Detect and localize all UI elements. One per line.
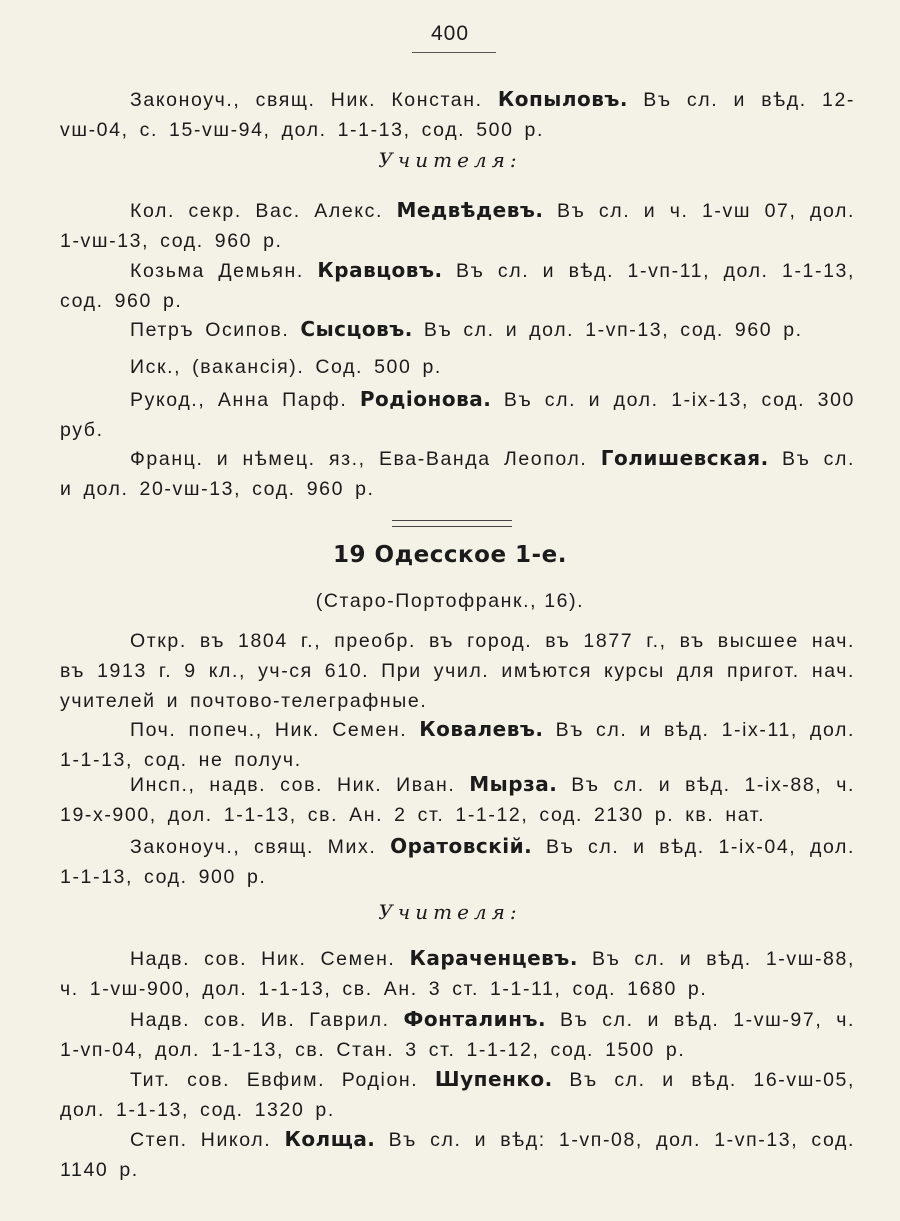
school-title: 19 Одесское 1-е. xyxy=(333,542,567,568)
entry-surname: Караченцевъ. xyxy=(409,946,578,970)
entry-details: Въ сл. и вѣд. 1-vп-11, дол. 1-1-13, сод. 960 р. xyxy=(60,260,855,312)
entry-prefix: Рукод., Анна Парф. xyxy=(130,389,348,411)
entry-details: Въ сл. и вѣд. 1-ix-04, дол. 1-1-13, сод. 900 р. xyxy=(60,836,855,888)
section-divider xyxy=(392,520,512,527)
entry-surname: Фонталинъ. xyxy=(403,1007,547,1031)
entry-teacher-1-2 xyxy=(60,255,855,316)
entry-teacher-1-5 xyxy=(60,384,855,445)
entry-teacher-2-3 xyxy=(60,1064,855,1125)
entry-prefix: Козьма Демьян. xyxy=(130,260,304,282)
entry-teacher-1-6 xyxy=(60,443,855,504)
entry-teacher-1-4 xyxy=(60,351,855,382)
entry-prefix: Кол. секр. Вас. Алекс. xyxy=(130,200,383,222)
entry-details: Въ сл. и вѣд. 1-vш-97, ч. 1-vп-04, дол. 1-1-13, св. Стан. 3 ст. 1-1-12, сод. 1500 р. xyxy=(60,1009,855,1061)
school-address: (Старо-Портофранк., 16). xyxy=(315,590,585,612)
entry-teacher-1-3 xyxy=(60,314,855,345)
entry-prefix: Иск., (вакансія). Сод. 500 р. xyxy=(130,356,442,378)
entry-prefix: Инсп., надв. сов. Ник. Иван. xyxy=(130,774,456,796)
page-number: 400 xyxy=(430,22,470,45)
entry-staff-3 xyxy=(60,831,855,892)
entry-surname: Копыловъ. xyxy=(497,87,629,111)
section-label-teachers-1: Учителя: xyxy=(378,148,522,172)
school-description: Откр. въ 1804 г., преобр. въ город. въ 1877 г., въ высшее нач. въ 1913 г. 9 кл., уч-ся 610. При учил. имѣются курсы для пригот. нач. учителей и почтово-телеграфные. xyxy=(60,630,855,712)
entry-details: Въ сл. и вѣд. 16-vш-05, дол. 1-1-13, сод. 1320 р. xyxy=(60,1069,855,1121)
entry-surname: Кравцовъ. xyxy=(317,258,443,282)
entry-prefix: Законоуч., свящ. Ник. Констан. xyxy=(130,89,483,111)
entry-details: Въ сл. и дол. 20-vш-13, сод. 960 р. xyxy=(60,448,855,500)
entry-staff-2 xyxy=(60,769,855,830)
entry-prefix: Франц. и нѣмец. яз., Ева-Ванда Леопол. xyxy=(130,448,588,470)
entry-details: Въ сл. и вѣд: 1-vп-08, дол. 1-vп-13, сод. 1140 р. xyxy=(60,1129,855,1181)
entry-prefix: Степ. Никол. xyxy=(130,1129,272,1151)
entry-details: Въ сл. и дол. 1-ix-13, сод. 300 руб. xyxy=(60,389,855,441)
entry-details: Въ сл. и вѣд. 1-vш-88, ч. 1-vш-900, дол. 1-1-13, св. Ан. 3 ст. 1-1-11, сод. 1680 р. xyxy=(60,948,855,1000)
page-number-rule xyxy=(412,52,496,53)
entry-surname: Родіонова. xyxy=(359,387,492,411)
entry-teacher-2-1 xyxy=(60,943,855,1004)
entry-details: Въ сл. и вѣд. 1-ix-11, дол. 1-1-13, сод. не получ. xyxy=(60,719,855,771)
entry-prefix: Поч. попеч., Ник. Семен. xyxy=(130,719,408,741)
entry-surname: Медвѣдевъ. xyxy=(396,198,544,222)
entry-prefix: Надв. сов. Ник. Семен. xyxy=(130,948,396,970)
entry-surname: Сысцовъ. xyxy=(300,317,413,341)
entry-prefix: Надв. сов. Ив. Гаврил. xyxy=(130,1009,390,1031)
entry-surname: Колща. xyxy=(284,1127,376,1151)
entry-surname: Шупенко. xyxy=(434,1067,553,1091)
entry-prefix: Законоуч., свящ. Мих. xyxy=(130,836,377,858)
entry-details: Въ сл. и вѣд. 12-vш-04, с. 15-vш-94, дол. 1-1-13, сод. 500 р. xyxy=(60,89,855,141)
entry-prefix: Петръ Осипов. xyxy=(130,319,290,341)
section-label-teachers-2: Учителя: xyxy=(378,900,522,924)
entry-details: Въ сл. и дол. 1-vп-13, сод. 960 р. xyxy=(423,319,803,341)
entry-top xyxy=(60,84,855,145)
entry-teacher-2-2 xyxy=(60,1004,855,1065)
entry-details: Въ сл. и ч. 1-vш 07, дол. 1-vш-13, сод. 960 р. xyxy=(60,200,855,252)
entry-teacher-1-1 xyxy=(60,195,855,256)
entry-prefix: Тит. сов. Евфим. Родіон. xyxy=(130,1069,419,1091)
entry-surname: Оратовскій. xyxy=(390,834,533,858)
entry-surname: Ковалевъ. xyxy=(419,717,544,741)
entry-details: Въ сл. и вѣд. 1-ix-88, ч. 19-x-900, дол. 1-1-13, св. Ан. 2 ст. 1-1-12, сод. 2130 р. кв. нат. xyxy=(60,774,855,826)
entry-teacher-2-4 xyxy=(60,1124,855,1185)
entry-surname: Голишевская. xyxy=(600,446,769,470)
entry-surname: Мырза. xyxy=(469,772,558,796)
entry-staff-1 xyxy=(60,714,855,775)
